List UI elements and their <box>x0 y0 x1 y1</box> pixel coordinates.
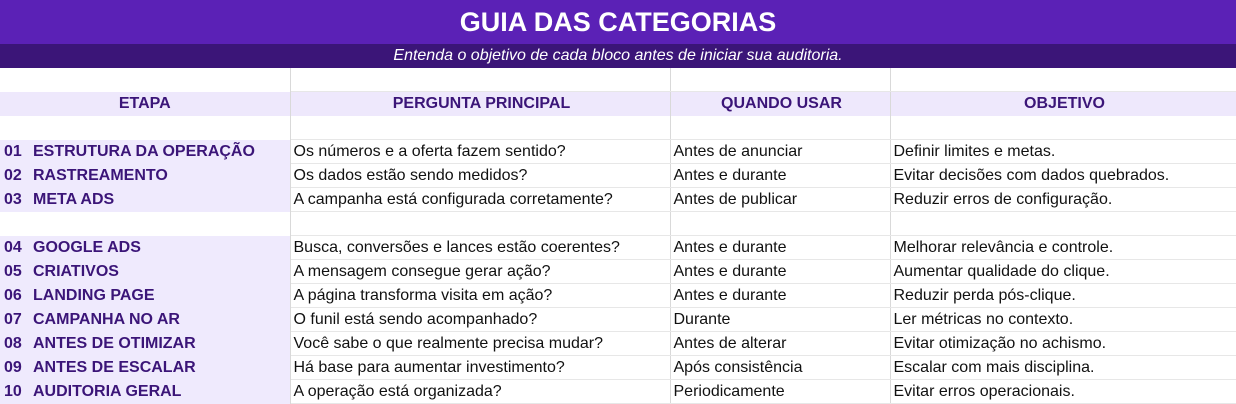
etapa-label: META ADS <box>33 191 115 208</box>
cell[interactable] <box>0 212 290 236</box>
etapa-cell[interactable] <box>0 260 290 284</box>
table-row <box>0 260 1236 284</box>
table-row <box>0 164 1236 188</box>
objetivo-cell[interactable]: Aumentar qualidade do clique. <box>890 260 1236 284</box>
spacer-row <box>0 212 1236 236</box>
header-etapa[interactable]: ETAPA <box>0 92 290 117</box>
cell[interactable] <box>290 116 670 140</box>
pergunta-cell[interactable]: A operação está organizada? <box>290 380 670 404</box>
objetivo-cell[interactable]: Evitar decisões com dados quebrados. <box>890 164 1236 188</box>
pergunta-cell[interactable]: Há base para aumentar investimento? <box>290 356 670 380</box>
quando-cell[interactable]: Periodicamente <box>670 380 890 404</box>
quando-cell[interactable]: Antes e durante <box>670 236 890 260</box>
etapa-number: 01 <box>4 143 22 160</box>
table-row <box>0 284 1236 308</box>
cell[interactable] <box>670 68 890 92</box>
cell[interactable] <box>290 212 670 236</box>
etapa-number: 06 <box>4 287 22 304</box>
etapa-label: LANDING PAGE <box>33 287 155 304</box>
cell[interactable] <box>0 116 290 140</box>
etapa-label: ESTRUTURA DA OPERAÇÃO <box>33 143 255 160</box>
cell[interactable] <box>670 212 890 236</box>
objetivo-cell[interactable]: Reduzir perda pós-clique. <box>890 284 1236 308</box>
table-row <box>0 188 1236 212</box>
quando-cell[interactable]: Antes e durante <box>670 164 890 188</box>
pergunta-cell[interactable]: O funil está sendo acompanhado? <box>290 308 670 332</box>
objetivo-cell[interactable]: Definir limites e metas. <box>890 140 1236 164</box>
etapa-number: 08 <box>4 335 22 352</box>
etapa-label: AUDITORIA GERAL <box>33 383 182 400</box>
cell[interactable] <box>670 116 890 140</box>
quando-cell[interactable]: Antes e durante <box>670 284 890 308</box>
objetivo-cell[interactable]: Reduzir erros de configuração. <box>890 188 1236 212</box>
etapa-number: 10 <box>4 383 22 400</box>
quando-cell[interactable]: Antes de publicar <box>670 188 890 212</box>
objetivo-cell[interactable]: Melhorar relevância e controle. <box>890 236 1236 260</box>
etapa-cell[interactable] <box>0 308 290 332</box>
etapa-cell[interactable] <box>0 236 290 260</box>
quando-cell[interactable]: Durante <box>670 308 890 332</box>
table-row <box>0 332 1236 356</box>
objetivo-cell[interactable]: Evitar erros operacionais. <box>890 380 1236 404</box>
pergunta-cell[interactable]: A campanha está configurada corretamente? <box>290 188 670 212</box>
sheet-title: GUIA DAS CATEGORIAS <box>0 0 1236 44</box>
etapa-label: RASTREAMENTO <box>33 167 168 184</box>
etapa-label: CAMPANHA NO AR <box>33 311 180 328</box>
quando-cell[interactable]: Após consistência <box>670 356 890 380</box>
header-objetivo[interactable]: OBJETIVO <box>890 92 1236 117</box>
cell[interactable] <box>290 68 670 92</box>
quando-cell[interactable]: Antes de alterar <box>670 332 890 356</box>
header-pergunta[interactable]: PERGUNTA PRINCIPAL <box>290 92 670 117</box>
cell[interactable] <box>890 68 1236 92</box>
etapa-cell[interactable] <box>0 284 290 308</box>
etapa-cell[interactable] <box>0 164 290 188</box>
quando-cell[interactable]: Antes de anunciar <box>670 140 890 164</box>
quando-cell[interactable]: Antes e durante <box>670 260 890 284</box>
etapa-number: 07 <box>4 311 22 328</box>
pergunta-cell[interactable]: Os números e a oferta fazem sentido? <box>290 140 670 164</box>
header-row <box>0 92 1236 117</box>
cell[interactable] <box>890 116 1236 140</box>
objetivo-cell[interactable]: Escalar com mais disciplina. <box>890 356 1236 380</box>
table-row <box>0 236 1236 260</box>
etapa-cell[interactable] <box>0 188 290 212</box>
cell[interactable] <box>0 68 290 92</box>
etapa-number: 04 <box>4 239 22 256</box>
etapa-label: GOOGLE ADS <box>33 239 141 256</box>
objetivo-cell[interactable]: Evitar otimização no achismo. <box>890 332 1236 356</box>
cell[interactable] <box>890 212 1236 236</box>
etapa-number: 02 <box>4 167 22 184</box>
etapa-label: CRIATIVOS <box>33 263 119 280</box>
categories-table <box>0 68 1236 404</box>
etapa-number: 09 <box>4 359 22 376</box>
pergunta-cell[interactable]: Você sabe o que realmente precisa mudar? <box>290 332 670 356</box>
table-row <box>0 356 1236 380</box>
etapa-number: 05 <box>4 263 22 280</box>
pergunta-cell[interactable]: A mensagem consegue gerar ação? <box>290 260 670 284</box>
etapa-cell[interactable] <box>0 140 290 164</box>
table-row <box>0 140 1236 164</box>
spacer-row <box>0 116 1236 140</box>
sheet-subtitle: Entenda o objetivo de cada bloco antes de iniciar sua auditoria. <box>0 44 1236 68</box>
pergunta-cell[interactable]: A página transforma visita em ação? <box>290 284 670 308</box>
spacer-row <box>0 68 1236 92</box>
objetivo-cell[interactable]: Ler métricas no contexto. <box>890 308 1236 332</box>
etapa-label: ANTES DE ESCALAR <box>33 359 196 376</box>
pergunta-cell[interactable]: Os dados estão sendo medidos? <box>290 164 670 188</box>
etapa-cell[interactable] <box>0 356 290 380</box>
header-quando[interactable]: QUANDO USAR <box>670 92 890 117</box>
pergunta-cell[interactable]: Busca, conversões e lances estão coerentes? <box>290 236 670 260</box>
etapa-label: ANTES DE OTIMIZAR <box>33 335 196 352</box>
table-row <box>0 308 1236 332</box>
etapa-cell[interactable] <box>0 332 290 356</box>
etapa-number: 03 <box>4 191 22 208</box>
